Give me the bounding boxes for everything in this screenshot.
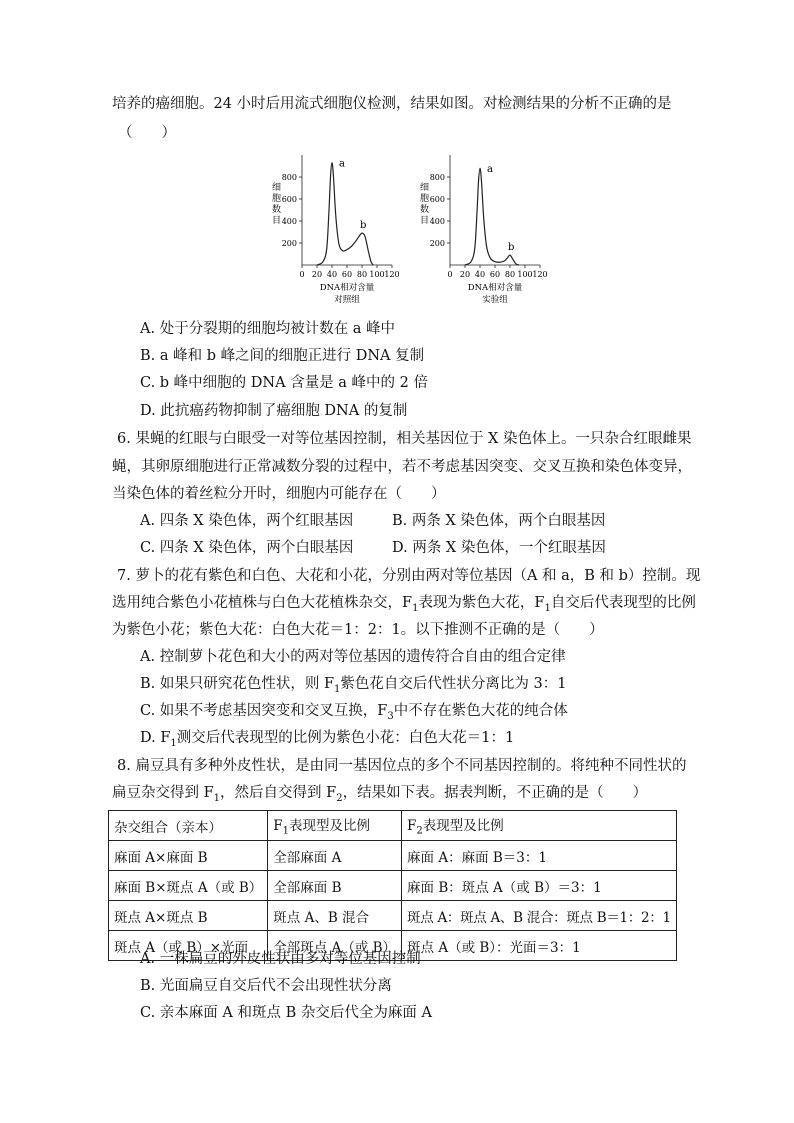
- table-cell: 斑点 A：斑点 A、B 混合：斑点 B＝1：2：1: [402, 901, 677, 931]
- control-ylabel-2: 胞: [272, 194, 282, 204]
- exp-ylabel-3: 数: [420, 205, 430, 215]
- exp-peak-b-label: b: [508, 242, 515, 254]
- q5-stem-line1: 培养的癌细胞。24 小时后用流式细胞仪检测，结果如图。对检测结果的分析不正确的是: [112, 96, 672, 112]
- flow-cytometry-figure: [262, 150, 552, 310]
- x-tick-label: 80: [504, 270, 516, 279]
- x-tick-label: 100: [517, 270, 533, 279]
- x-tick-label: 20: [311, 270, 323, 279]
- control-ylabel-4: 目: [272, 216, 282, 226]
- table-header-row: [109, 811, 677, 841]
- x-tick-label: 120: [532, 270, 548, 279]
- exp-ylabel-2: 胞: [420, 194, 430, 204]
- table-cell: 斑点 A（或 B）×光面: [109, 931, 268, 961]
- table-cell: 全部斑点 A（或 B）: [268, 931, 402, 961]
- x-tick-label: 80: [356, 270, 368, 279]
- q8-stem-line1: 8. 扁豆具有多种外皮性状，是由同一基因位点的多个不同基因控制的。将纯种不同性状的: [117, 758, 687, 774]
- table-header-cell: $F_1$表现型及比例: [268, 811, 402, 841]
- y-tick-label: 800: [281, 173, 297, 182]
- y-tick-label: 400: [281, 217, 297, 226]
- x-tick-label: 60: [341, 270, 353, 279]
- exp-xlabel: DNA相对含量: [467, 283, 523, 293]
- y-tick-label: 600: [281, 195, 297, 204]
- q6-stem-line2: 蝇，其卵原细胞进行正常减数分裂的过程中，若不考虑基因突变、交叉互换和染色体变异，: [112, 459, 692, 475]
- table-header-cell: 杂交组合（亲本）: [109, 811, 268, 841]
- x-tick-label: 60: [489, 270, 501, 279]
- x-tick-label: 0: [299, 270, 305, 279]
- experiment-chart: [420, 155, 548, 305]
- q5-option-c: C. b 峰中细胞的 DNA 含量是 a 峰中的 2 倍: [140, 375, 428, 391]
- table-cell: 斑点 A×斑点 B: [109, 901, 268, 931]
- x-tick-label: 100: [369, 270, 385, 279]
- x-tick-label: 120: [384, 270, 400, 279]
- y-tick-label: 400: [429, 217, 445, 226]
- q6-stem-line1: 6. 果蝇的红眼与白眼受一对等位基因控制，相关基因位于 X 染色体上。一只杂合红眼雌果: [117, 431, 692, 447]
- q7-stem-line3: 为紫色小花；紫色大花：白色大花＝1：2：1。以下推测不正确的是（ ）: [112, 622, 604, 638]
- control-xlabel: DNA相对含量: [319, 283, 375, 293]
- q6-option-a: A. 四条 X 染色体，两个红眼基因: [140, 513, 354, 529]
- q7-stem-line2: 选用纯合紫色小花植株与白色大花植株杂交，$F_1$表现为紫色大花，$F_1$自交后代表现型的比例: [112, 595, 696, 614]
- table-row: [109, 871, 677, 901]
- q6-option-b: B. 两条 X 染色体，两个白眼基因: [392, 513, 606, 529]
- control-chart: [272, 155, 400, 305]
- x-tick-label: 0: [447, 270, 453, 279]
- x-tick-label: 20: [459, 270, 471, 279]
- table-cell: 麻面 B：斑点 A（或 B）＝3：1: [402, 871, 677, 901]
- q6-option-d: D. 两条 X 染色体，一个红眼基因: [392, 540, 606, 556]
- q7-option-a: A. 控制萝卜花色和大小的两对等位基因的遗传符合自由的组合定律: [140, 649, 566, 665]
- exp-peak-a-label: a: [487, 164, 493, 176]
- x-tick-label: 40: [326, 270, 338, 279]
- q8-option-c: C. 亲本麻面 A 和斑点 B 杂交后代全为麻面 A: [140, 1005, 432, 1021]
- q5-option-d: D. 此抗癌药物抑制了癌细胞 DNA 的复制: [140, 403, 408, 419]
- q5-option-a: A. 处于分裂期的细胞均被计数在 a 峰中: [140, 321, 396, 337]
- control-ylabel-3: 数: [272, 205, 282, 215]
- table-header-cell: $F_2$表现型及比例: [402, 811, 677, 841]
- control-peak-a-label: a: [339, 158, 345, 170]
- q5-answer-blank: （ ）: [118, 125, 176, 141]
- y-tick-label: 200: [281, 239, 297, 248]
- q7-option-b: B. 如果只研究花色性状，则 $F_1$紫色花自交后代性状分离比为 3：1: [140, 676, 567, 695]
- y-tick-label: 800: [429, 173, 445, 182]
- table-row: [109, 901, 677, 931]
- table-cell: 麻面 A×麻面 B: [109, 841, 268, 871]
- table-cell: 斑点 A、B 混合: [268, 901, 402, 931]
- table-cell: 全部麻面 A: [268, 841, 402, 871]
- table-cell: 全部麻面 B: [268, 871, 402, 901]
- q8-option-a: A. 一株扁豆的外皮性状由多对等位基因控制: [140, 951, 421, 967]
- exp-ylabel-4: 目: [420, 216, 430, 226]
- table-cell: 麻面 A：麻面 B＝3：1: [402, 841, 677, 871]
- q6-option-c: C. 四条 X 染色体，两个白眼基因: [140, 540, 354, 556]
- table-cell: 斑点 A（或 B）：光面＝3：1: [402, 931, 677, 961]
- q8-option-b: B. 光面扁豆自交后代不会出现性状分离: [140, 978, 392, 994]
- control-peak-b-label: b: [360, 220, 367, 232]
- q6-stem-line3: 当染色体的着丝粒分开时，细胞内可能存在（ ）: [112, 486, 446, 502]
- exp-caption: 实验组: [482, 295, 508, 305]
- control-curve: [317, 163, 373, 265]
- y-tick-label: 600: [429, 195, 445, 204]
- q7-option-c: C. 如果不考虑基因突变和交叉互换，$F_3$中不存在紫色大花的纯合体: [140, 703, 568, 722]
- table-row: [109, 841, 677, 871]
- x-tick-label: 40: [474, 270, 486, 279]
- control-caption: 对照组: [334, 295, 360, 305]
- table-cell: 麻面 B×斑点 A（或 B）: [109, 871, 268, 901]
- cross-results-table: [108, 810, 677, 961]
- control-ylabel-1: 细: [272, 183, 282, 193]
- q5-option-b: B. a 峰和 b 峰之间的细胞正进行 DNA 复制: [140, 348, 425, 364]
- q7-stem-line1: 7. 萝卜的花有紫色和白色、大花和小花，分别由两对等位基因（A 和 a，B 和 b）控制。现: [117, 568, 701, 584]
- y-tick-label: 200: [429, 239, 445, 248]
- q8-stem-line2: 扁豆杂交得到 $F_1$，然后自交得到 $F_2$，结果如下表。据表判断，不正确的是（ ）: [112, 785, 648, 804]
- q7-option-d: D. $F_1$测交后代表现型的比例为紫色小花：白色大花＝1：1: [140, 730, 515, 749]
- exp-ylabel-1: 细: [420, 183, 430, 193]
